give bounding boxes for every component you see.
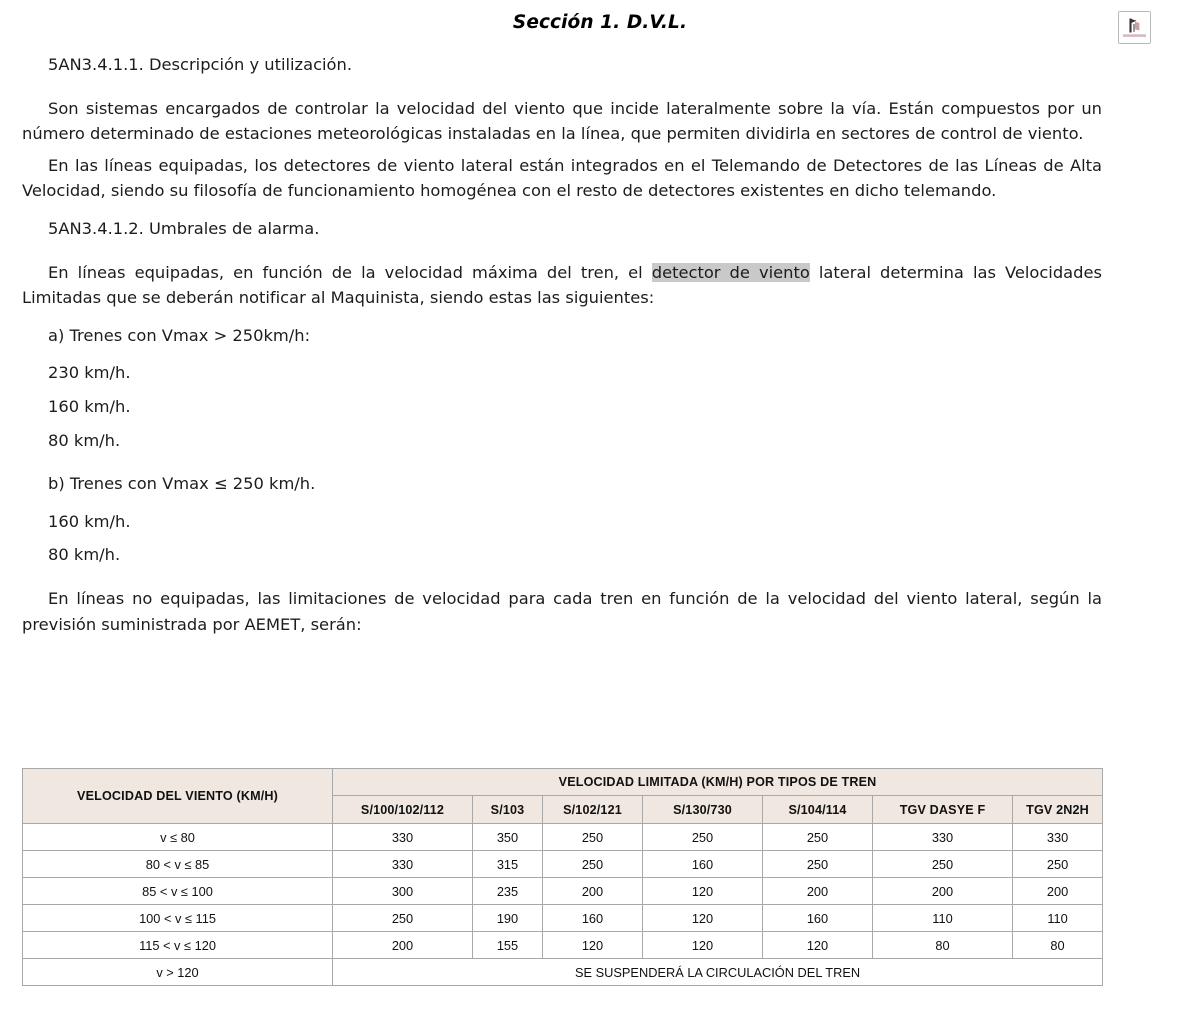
table-cell-value: 250 — [543, 851, 643, 878]
spacer — [22, 311, 1102, 323]
document-header — [0, 0, 1200, 52]
table-cell-value: 300 — [333, 878, 473, 905]
table-row — [23, 851, 1103, 878]
table-cell-value: 80 — [1013, 932, 1103, 959]
list-item-a-value-0: 230 km/h. — [48, 363, 131, 383]
table-cell-value: 155 — [473, 932, 543, 959]
spacer — [22, 568, 1102, 586]
table-cell-value: 330 — [1013, 824, 1103, 851]
table-head — [23, 769, 1103, 824]
section-heading-2: 5AN3.4.1.2. Umbrales de alarma. — [48, 218, 320, 238]
table-cell-suspension-notice: SE SUSPENDERÁ LA CIRCULACIÓN DEL TREN — [333, 959, 1103, 986]
table-row-suspension — [23, 959, 1103, 986]
paragraph-lineas-no-equipadas: En líneas no equipadas, las limitaciones de velocidad para cada tren en función de la velocidad del viento lateral, según la previsión suministrada por AEMET, serán: — [22, 588, 1102, 634]
selected-text-highlight[interactable]: detector de viento — [651, 262, 810, 282]
table-cell-value: 190 — [473, 905, 543, 932]
table-row — [23, 824, 1103, 851]
list-item-a-value-1: 160 km/h. — [48, 396, 131, 416]
list-item-b-value-0: 160 km/h. — [48, 511, 131, 531]
table-cell-value: 160 — [643, 851, 763, 878]
table-header-row-1 — [23, 769, 1103, 796]
table-cell-value: 110 — [1013, 905, 1103, 932]
table-cell-value: 120 — [643, 905, 763, 932]
table-cell-value: 250 — [763, 824, 873, 851]
table-row — [23, 878, 1103, 905]
table-header-train-1: S/103 — [473, 796, 543, 824]
table-header-wind-speed: VELOCIDAD DEL VIENTO (KM/H) — [23, 769, 333, 824]
table-header-train-5: TGV DASYE F — [873, 796, 1013, 824]
list-item-a-value-2: 80 km/h. — [48, 430, 121, 450]
section-heading-1: 5AN3.4.1.1. Descripción y utilización. — [48, 55, 352, 74]
spacer — [22, 78, 1102, 96]
table-cell-value: 330 — [873, 824, 1013, 851]
table-cell-value: 120 — [643, 878, 763, 905]
table-cell-value: 200 — [873, 878, 1013, 905]
spacer — [22, 204, 1102, 216]
paragraph-lineas-equipadas: En las líneas equipadas, los detectores de viento lateral están integrados en el Telemando de Detectores de las Líneas de Alta Velocidad, siendo su filosofía de funcionamiento homogénea con el resto de detectores existentes en dicho telemando. — [22, 155, 1102, 201]
table-header-group-limited-speed: VELOCIDAD LIMITADA (KM/H) POR TIPOS DE TREN — [333, 769, 1103, 796]
table-row — [23, 932, 1103, 959]
table-cell-wind: 115 < v ≤ 120 — [23, 932, 333, 959]
table-cell-value: 160 — [763, 905, 873, 932]
table-cell-value: 235 — [473, 878, 543, 905]
table-cell-wind: 80 < v ≤ 85 — [23, 851, 333, 878]
page-title: Sección 1. D.V.L. — [512, 12, 688, 33]
table-cell-wind: 85 < v ≤ 100 — [23, 878, 333, 905]
adif-logo-icon — [1119, 12, 1150, 43]
document-body — [22, 52, 1102, 637]
table-cell-value: 330 — [333, 851, 473, 878]
table-cell-value: 200 — [1013, 878, 1103, 905]
wind-speed-table-container — [22, 768, 1102, 986]
table-cell-value: 330 — [333, 824, 473, 851]
table-cell-value: 250 — [543, 824, 643, 851]
table-cell-value: 120 — [643, 932, 763, 959]
spacer — [22, 242, 1102, 260]
paragraph-umbrales — [22, 260, 1102, 311]
table-header-train-6: TGV 2N2H — [1013, 796, 1103, 824]
spacer — [22, 348, 1102, 360]
table-row — [23, 905, 1103, 932]
table-cell-value: 120 — [543, 932, 643, 959]
table-cell-value: 250 — [643, 824, 763, 851]
table-header-train-4: S/104/114 — [763, 796, 873, 824]
table-cell-value: 200 — [763, 878, 873, 905]
table-body — [23, 824, 1103, 986]
table-cell-wind: v > 120 — [23, 959, 333, 986]
table-cell-wind: v ≤ 80 — [23, 824, 333, 851]
table-cell-value: 200 — [543, 878, 643, 905]
paragraph-descripcion: Son sistemas encargados de controlar la velocidad del viento que incide lateralmente sobre la vía. Están compuestos por un número determinado de estaciones meteorológicas instaladas en la línea, que permiten dividirla en sectores de control de viento. — [22, 98, 1102, 144]
spacer — [22, 453, 1102, 471]
spacer — [22, 534, 1102, 542]
table-cell-value: 200 — [333, 932, 473, 959]
wind-speed-limit-table — [22, 768, 1103, 986]
table-cell-value: 315 — [473, 851, 543, 878]
table-header-train-0: S/100/102/112 — [333, 796, 473, 824]
spacer — [22, 497, 1102, 509]
list-item-a-label: a) Trenes con Vmax > 250km/h: — [48, 325, 311, 345]
spacer — [22, 386, 1102, 394]
table-cell-value: 250 — [1013, 851, 1103, 878]
table-cell-value: 110 — [873, 905, 1013, 932]
table-cell-wind: 100 < v ≤ 115 — [23, 905, 333, 932]
table-header-train-2: S/102/121 — [543, 796, 643, 824]
adif-logo — [1118, 11, 1151, 44]
list-item-b-label: b) Trenes con Vmax ≤ 250 km/h. — [48, 474, 316, 494]
table-cell-value: 120 — [763, 932, 873, 959]
table-cell-value: 80 — [873, 932, 1013, 959]
table-cell-value: 250 — [763, 851, 873, 878]
paragraph-umbrales-text-before: En líneas equipadas, en función de la velocidad máxima del tren, el — [48, 262, 652, 282]
spacer — [22, 420, 1102, 428]
paragraph-umbrales-text-after: lateral determina las Velocidades Limitadas que se deberán notificar al Maquinista, siendo estas las siguientes: — [22, 262, 1102, 308]
table-cell-value: 160 — [543, 905, 643, 932]
table-cell-value: 250 — [873, 851, 1013, 878]
table-cell-value: 350 — [473, 824, 543, 851]
table-header-train-3: S/130/730 — [643, 796, 763, 824]
list-item-b-value-1: 80 km/h. — [48, 545, 121, 565]
table-cell-value: 250 — [333, 905, 473, 932]
